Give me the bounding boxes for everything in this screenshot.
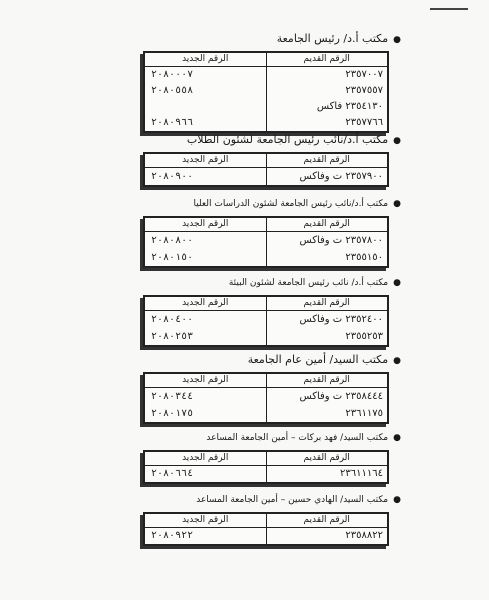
new-number-header: الرقم الجديد bbox=[145, 53, 266, 67]
old-number-column bbox=[266, 514, 388, 544]
old-number-column bbox=[266, 452, 388, 482]
new-number-header: الرقم الجديد bbox=[145, 452, 266, 466]
new-number-column bbox=[145, 374, 266, 422]
old-number-header: الرقم القديم bbox=[267, 374, 388, 388]
new-number-header: الرقم الجديد bbox=[145, 297, 266, 311]
bullet-icon: ● bbox=[393, 136, 401, 146]
new-number-cell: ٢٠٨٠٩٦٦ bbox=[151, 117, 194, 128]
old-number-cell: ٢٣٥٥٢٥٣ bbox=[345, 331, 383, 342]
section-title bbox=[248, 353, 401, 366]
section-title bbox=[196, 495, 401, 505]
new-number-column bbox=[145, 154, 266, 185]
old-number-cell: ٢٣٥٧٥٥٧ bbox=[345, 85, 383, 96]
old-number-cell: ٢٣٥٢٤٠٠ ت وفاكس bbox=[299, 314, 383, 325]
old-number-column bbox=[266, 154, 388, 185]
new-number-header: الرقم الجديد bbox=[145, 218, 266, 232]
old-number-cell: ٢٣٥٧٠٠٧ bbox=[345, 69, 383, 80]
section-title-text: مكتب أ.د/ نائب رئيس الجامعة لشئون البيئة bbox=[228, 278, 389, 288]
new-number-header: الرقم الجديد bbox=[145, 154, 266, 168]
section-title bbox=[187, 133, 401, 146]
phone-table bbox=[143, 512, 389, 546]
new-number-column bbox=[145, 514, 266, 544]
section-title bbox=[277, 32, 401, 45]
phone-table bbox=[143, 216, 389, 268]
section-title-text: مكتب السيد/ الهادي حسين – أمين الجامعة المساعد bbox=[196, 495, 389, 505]
old-number-column bbox=[266, 53, 388, 131]
new-number-cell: ٢٠٨٠٢٥٣ bbox=[151, 331, 194, 342]
old-number-cell: ٢٣٦١١٧٥ bbox=[345, 408, 383, 419]
phone-table bbox=[143, 152, 389, 187]
new-number-header: الرقم الجديد bbox=[145, 514, 266, 528]
phone-table bbox=[143, 51, 389, 133]
old-number-header: الرقم القديم bbox=[267, 53, 388, 67]
bullet-icon: ● bbox=[393, 35, 401, 45]
new-number-cell: ٢٠٨٠٨٠٠ bbox=[151, 235, 194, 246]
old-number-cell: ٢٣٥٥١٥٠ bbox=[345, 252, 383, 263]
old-number-cell: ٢٣٥٨٨٢٢ bbox=[345, 530, 383, 541]
bullet-icon: ● bbox=[393, 495, 401, 505]
bullet-icon: ● bbox=[393, 199, 401, 209]
new-number-column bbox=[145, 53, 266, 131]
new-number-column bbox=[145, 452, 266, 482]
old-number-column bbox=[266, 218, 388, 266]
new-number-column bbox=[145, 218, 266, 266]
new-number-cell bbox=[145, 99, 266, 115]
new-number-cell: ٢٠٨٠٣٤٤ bbox=[151, 391, 194, 402]
new-number-cell: ٢٠٨٠٥٥٨ bbox=[151, 85, 194, 96]
phone-table bbox=[143, 450, 389, 484]
old-number-header: الرقم القديم bbox=[267, 452, 388, 466]
new-number-column bbox=[145, 297, 266, 345]
section-title-text: مكتب السيد/ أمين عام الجامعة bbox=[247, 353, 389, 366]
new-number-cell: ٢٠٨٠١٥٠ bbox=[151, 252, 194, 263]
old-number-cell: ٢٣٥٤١٣٠ فاكس bbox=[316, 101, 383, 112]
new-number-cell: ٢٠٨٠٩٠٠ bbox=[151, 171, 194, 182]
old-number-cell: ٢٣٥٧٨٠٠ ت وفاكس bbox=[299, 235, 383, 246]
old-number-cell: ٢٣٥٨٤٤٤ ت وفاكس bbox=[299, 391, 383, 402]
old-number-column bbox=[266, 297, 388, 345]
old-number-header: الرقم القديم bbox=[267, 297, 388, 311]
old-number-cell: ٢٣٥٧٩٠٠ ت وفاكس bbox=[299, 171, 383, 182]
old-number-header: الرقم القديم bbox=[267, 154, 388, 168]
new-number-header: الرقم الجديد bbox=[145, 374, 266, 388]
bullet-icon: ● bbox=[393, 433, 401, 443]
section-title bbox=[206, 433, 401, 443]
new-number-cell: ٢٠٨٠٠٠٧ bbox=[151, 69, 194, 80]
section-title-text: مكتب أ.د/ رئيس الجامعة bbox=[276, 32, 389, 45]
bullet-icon: ● bbox=[393, 356, 401, 366]
phone-table bbox=[143, 295, 389, 347]
section-title-text: مكتب أ.د/نائب رئيس الجامعة لشئون الطلاب bbox=[186, 133, 389, 146]
new-number-cell: ٢٠٨٠٤٠٠ bbox=[151, 314, 194, 325]
old-number-column bbox=[266, 374, 388, 422]
old-number-header: الرقم القديم bbox=[267, 514, 388, 528]
old-number-cell: ٢٣٥٧٧٦٦ bbox=[345, 117, 383, 128]
section-title-text: مكتب أ.د/نائب رئيس الجامعة لشئون الدراسات العليا bbox=[193, 199, 389, 209]
new-number-cell: ٢٠٨٠١٧٥ bbox=[151, 408, 194, 419]
bullet-icon: ● bbox=[393, 278, 401, 288]
phone-table bbox=[143, 372, 389, 424]
top-edge-mark bbox=[430, 8, 468, 10]
old-number-cell: ٢٣٦١١١٦٤ bbox=[340, 468, 383, 479]
section-title bbox=[229, 278, 401, 288]
section-title bbox=[193, 199, 401, 209]
new-number-cell: ٢٠٨٠٩٢٢ bbox=[151, 530, 194, 541]
old-number-header: الرقم القديم bbox=[267, 218, 388, 232]
section-title-text: مكتب السيد/ فهد بركات – أمين الجامعة المساعد bbox=[206, 433, 389, 443]
new-number-cell: ٢٠٨٠٦٦٤ bbox=[151, 468, 194, 479]
